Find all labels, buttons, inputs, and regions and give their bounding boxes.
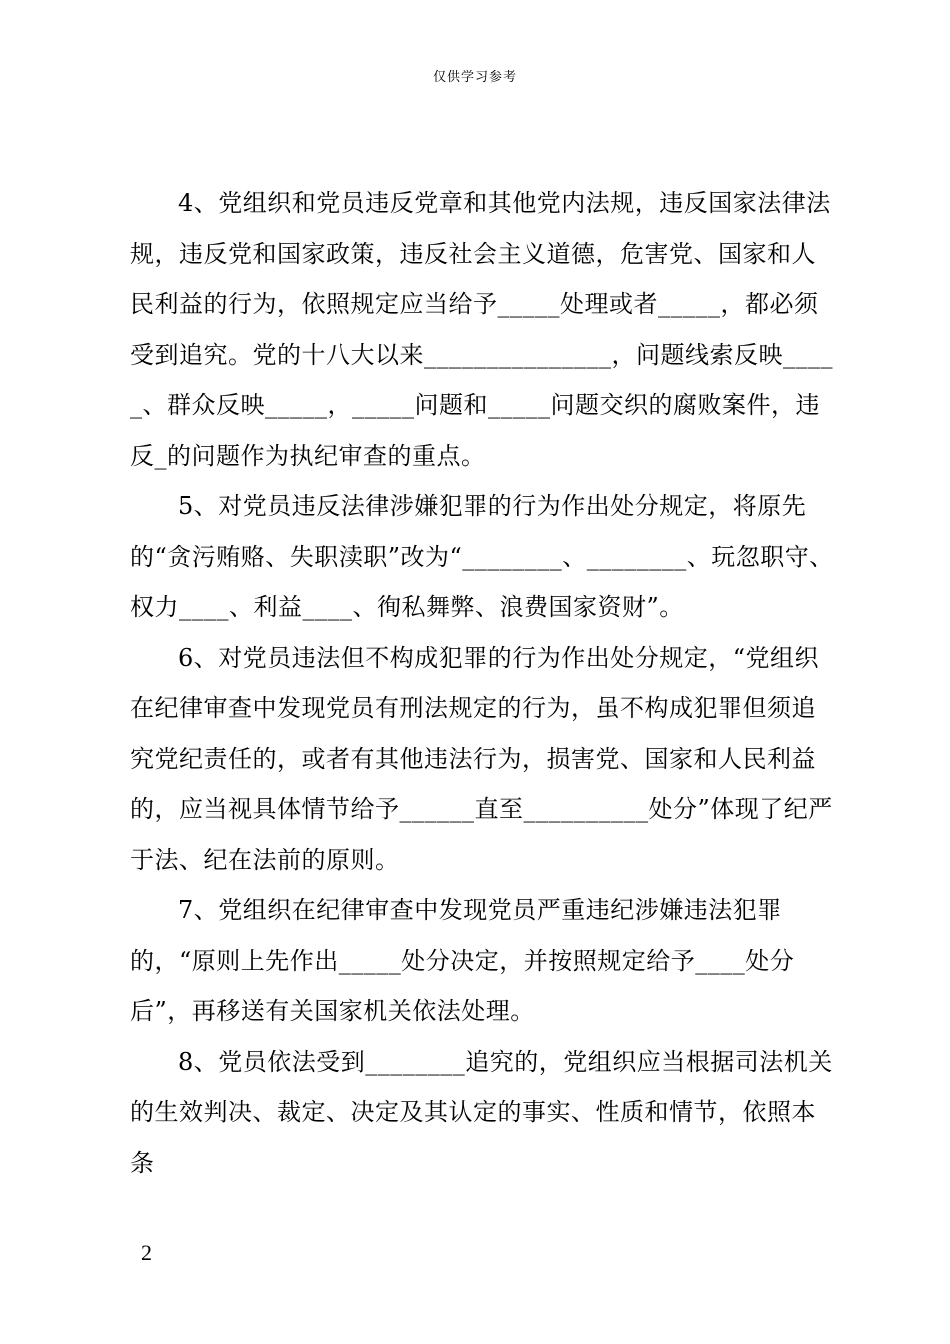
question-7-paragraph: 7、党组织在纪律审查中发现党员严重违纪涉嫌违法犯罪的，“原则上先作出_____处分决定，并按照规定给予____处分后”，再移送有关国家机关依法处理。 — [130, 896, 795, 1025]
document-body — [130, 178, 838, 1188]
question-4-paragraph: 4、党组织和党员违反党章和其他党内法规，违反国家法律法规，违反党和国家政策，违反社会主义道德，危害党、国家和人民利益的行为，依照规定应当给予_____处理或者_____，都必须受到追究。党的十八大以来_______________，问题线索反映_____、群众反映_____，_____问题和_____问题交织的腐败案件，违反_的问题作为执纪审查的重点。 — [130, 189, 833, 470]
question-8-paragraph: 8、党员依法受到________追究的，党组织应当根据司法机关的生效判决、裁定、决定及其认定的事实、性质和情节，依照本条 — [130, 1047, 833, 1177]
page-header: 仅供学习参考 — [432, 70, 517, 85]
question-5-paragraph: 5、对党员违反法律涉嫌犯罪的行为作出处分规定，将原先的“贪污贿赂、失职渎职”改为“________、________、玩忽职守、权力____、利益____、徇私舞弊、浪费国家资财”。 — [130, 492, 834, 621]
question-6-paragraph: 6、对党员违法但不构成犯罪的行为作出处分规定，“党组织在纪律审查中发现党员有刑法规定的行为，虽不构成犯罪但须追究党纪责任的，或者有其他违法行为，损害党、国家和人民利益的，应当视具体情节给予______直至__________处分”体现了纪严于法、纪在法前的原则。 — [130, 643, 833, 874]
page-number: 2 — [141, 1240, 152, 1265]
